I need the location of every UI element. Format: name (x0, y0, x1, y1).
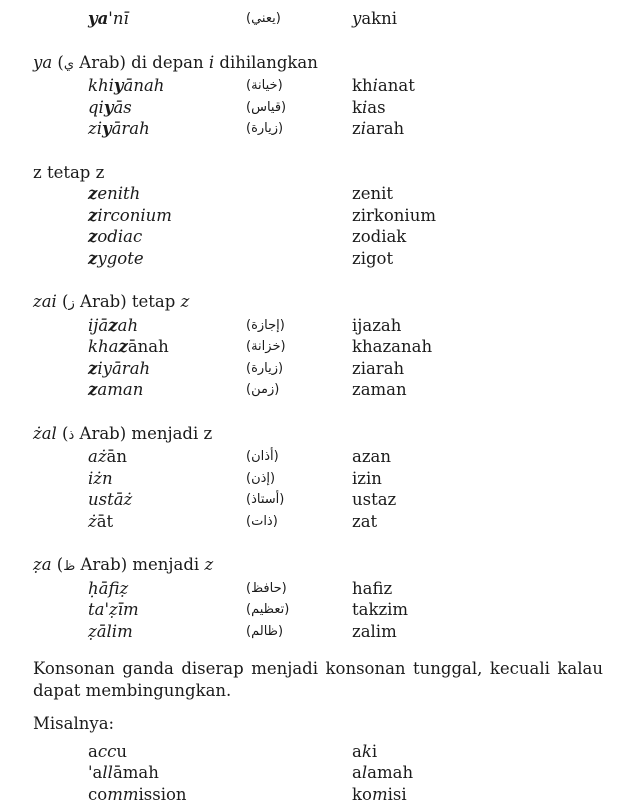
rule-heading: z tetap z (33, 162, 105, 182)
word-transliteration: commission (88, 784, 187, 804)
example-row (33, 511, 607, 533)
word-arabic-script: (ذات) (246, 513, 278, 529)
section-7 (33, 713, 607, 805)
example-row (33, 762, 607, 784)
example-row (33, 489, 607, 511)
section-6 (33, 658, 607, 701)
word-transliteration: zenith (88, 184, 141, 203)
word-indonesian: aki (352, 741, 378, 761)
example-row (33, 621, 607, 643)
section-0 (33, 8, 607, 30)
example-row (33, 358, 607, 380)
section-1 (33, 52, 607, 140)
word-arabic-script: (أذان) (246, 449, 279, 464)
word-indonesian: zodiak (352, 227, 407, 246)
example-row (33, 226, 607, 248)
arabic-letter: ظ (63, 559, 76, 574)
word-indonesian: hafiz (352, 578, 393, 598)
example-row (33, 336, 607, 358)
word-indonesian: ustaz (352, 490, 397, 509)
word-indonesian: zalim (352, 621, 397, 641)
word-transliteration: khazānah (88, 337, 169, 356)
word-transliteration: ziyārah (88, 358, 151, 378)
word-transliteration: ustāż (88, 490, 133, 509)
word-indonesian: azan (352, 447, 391, 466)
word-transliteration: ẓālim (88, 621, 133, 641)
word-arabic-script: (حافظ) (246, 580, 287, 596)
arabic-letter: ي (63, 56, 75, 72)
example-row (33, 205, 607, 227)
word-arabic-script: (ظالم) (246, 623, 284, 639)
word-arabic-script: (إجازة) (246, 317, 285, 333)
example-row (33, 379, 607, 401)
word-transliteration: ziyārah (88, 119, 150, 138)
word-arabic-script (246, 741, 352, 763)
word-arabic-script: (زيارة) (246, 121, 284, 136)
word-indonesian: ziarah (352, 358, 405, 378)
word-indonesian: khazanah (352, 337, 433, 356)
word-transliteration: 'allāmah (88, 763, 159, 782)
word-transliteration: zirconium (88, 205, 172, 225)
word-arabic-script (246, 762, 352, 784)
example-row (33, 578, 607, 600)
word-indonesian: komisi (352, 784, 407, 804)
word-arabic-script (246, 784, 352, 805)
word-arabic-script: (خزانة) (246, 339, 286, 354)
section-4 (33, 423, 607, 533)
example-row (33, 741, 607, 763)
word-arabic-script: (خيانة) (246, 78, 283, 93)
example-row (33, 784, 607, 805)
arabic-letter: ذ (68, 427, 75, 443)
word-transliteration: żāt (88, 511, 114, 531)
word-indonesian: khianat (352, 76, 415, 95)
word-arabic-script: (زيارة) (246, 360, 284, 376)
example-row (33, 599, 607, 621)
rule-heading: zai (ز Arab) tetap z (33, 292, 190, 311)
arabic-letter: ز (68, 296, 75, 311)
example-row (33, 97, 607, 119)
section-5 (33, 554, 607, 642)
word-indonesian: alamah (352, 763, 414, 782)
word-indonesian: zirkonium (352, 205, 436, 225)
word-transliteration: ḥāfiẓ (88, 578, 129, 598)
word-transliteration: zodiac (88, 227, 143, 246)
word-transliteration: qiyās (88, 97, 132, 117)
word-arabic-script: (إذن) (246, 470, 276, 486)
word-arabic-script: (يعني) (246, 11, 281, 26)
word-arabic-script (246, 183, 352, 205)
word-arabic-script (246, 205, 352, 227)
word-transliteration: zaman (88, 380, 144, 399)
word-indonesian: yakni (352, 9, 398, 28)
word-transliteration: accu (88, 741, 127, 761)
word-indonesian: zenit (352, 184, 393, 203)
word-indonesian: zaman (352, 380, 407, 399)
rule-heading: Misalnya: (33, 714, 115, 733)
example-row (33, 248, 607, 270)
section-3 (33, 291, 607, 401)
word-transliteration: ażān (88, 447, 128, 466)
rule-heading: ya (ي Arab) di depan i dihilangkan (33, 52, 318, 72)
word-indonesian: ziarah (352, 119, 405, 138)
rule-heading: żal (ذ Arab) menjadi z (33, 423, 213, 443)
word-arabic-script (246, 248, 352, 270)
word-arabic-script: (قياس) (246, 99, 287, 115)
word-transliteration: ya'nī (88, 9, 129, 28)
word-transliteration: khiyānah (88, 76, 165, 95)
word-transliteration: zygote (88, 248, 144, 268)
body-paragraph: Konsonan ganda diserap menjadi konsonan tunggal, kecuali kalau dapat membingungkan. (33, 659, 603, 700)
word-indonesian: izin (352, 468, 382, 488)
word-arabic-script (246, 226, 352, 248)
example-row (33, 183, 607, 205)
example-row (33, 8, 607, 30)
example-row (33, 468, 607, 490)
word-arabic-script: (أستاذ) (246, 492, 285, 507)
word-transliteration: iżn (88, 468, 113, 488)
example-row (33, 446, 607, 468)
word-indonesian: zigot (352, 248, 394, 268)
word-indonesian: ijazah (352, 315, 402, 335)
example-row (33, 118, 607, 140)
example-row (33, 75, 607, 97)
section-2 (33, 162, 607, 270)
word-indonesian: zat (352, 511, 378, 531)
word-arabic-script: (زمن) (246, 382, 280, 397)
word-indonesian: kias (352, 97, 386, 117)
rule-heading: ẓa (ظ Arab) menjadi z (33, 555, 214, 574)
word-arabic-script: (تعظيم) (246, 602, 290, 617)
word-indonesian: takzim (352, 600, 409, 619)
word-transliteration: ta'ẓīm (88, 600, 139, 619)
example-row (33, 315, 607, 337)
word-transliteration: ijāzah (88, 315, 139, 335)
